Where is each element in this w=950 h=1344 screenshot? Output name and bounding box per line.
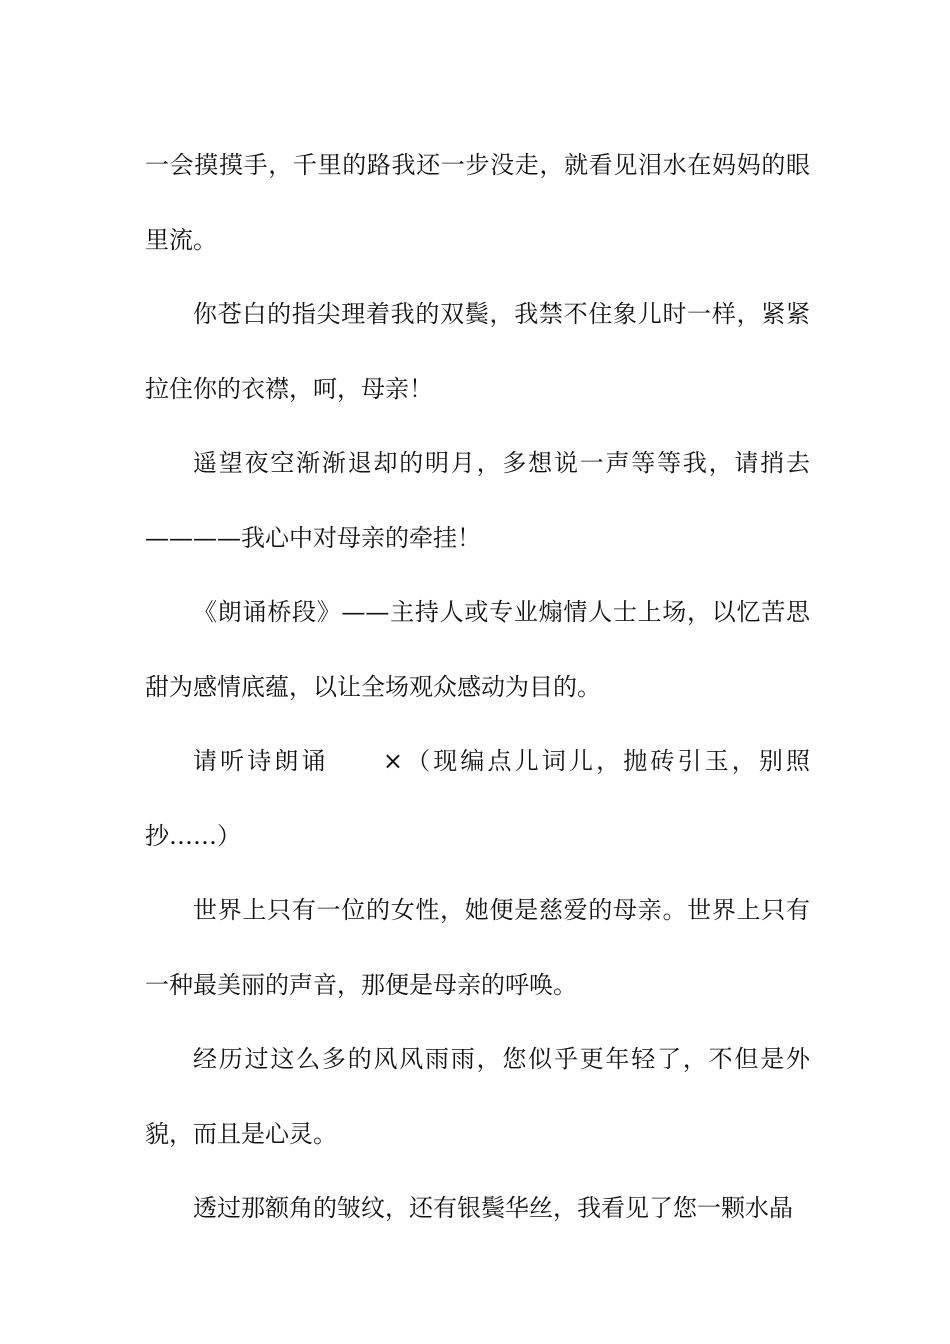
paragraph: 经历过这么多的风风雨雨，您似乎更年轻了，不但是外貌，而且是心灵。 [145, 1045, 810, 1148]
document-body [145, 128, 810, 1246]
paragraph: 请听诗朗诵 ×（现编点儿词儿，抛砖引玉，别照抄……） [145, 747, 810, 850]
paragraph: 《朗诵桥段》——主持人或专业煽情人士上场，以忆苦思甜为感情底蕴，以让全场观众感动为目的。 [145, 598, 810, 701]
paragraph: 透过那额角的皱纹，还有银鬓华丝，我看见了您一颗水晶 [193, 1194, 793, 1222]
paragraph: 遥望夜空渐渐退却的明月，多想说一声等等我，请捎去————我心中对母亲的牵挂！ [145, 449, 810, 552]
paragraph: 你苍白的指尖理着我的双鬓，我禁不住象儿时一样，紧紧拉住你的衣襟，呵，母亲！ [145, 300, 810, 403]
paragraph: 世界上只有一位的女性，她便是慈爱的母亲。世界上只有一种最美丽的声音，那便是母亲的呼唤。 [145, 896, 810, 999]
paragraph-continued: 一会摸摸手，千里的路我还一步没走，就看见泪水在妈妈的眼里流。 [145, 151, 810, 254]
